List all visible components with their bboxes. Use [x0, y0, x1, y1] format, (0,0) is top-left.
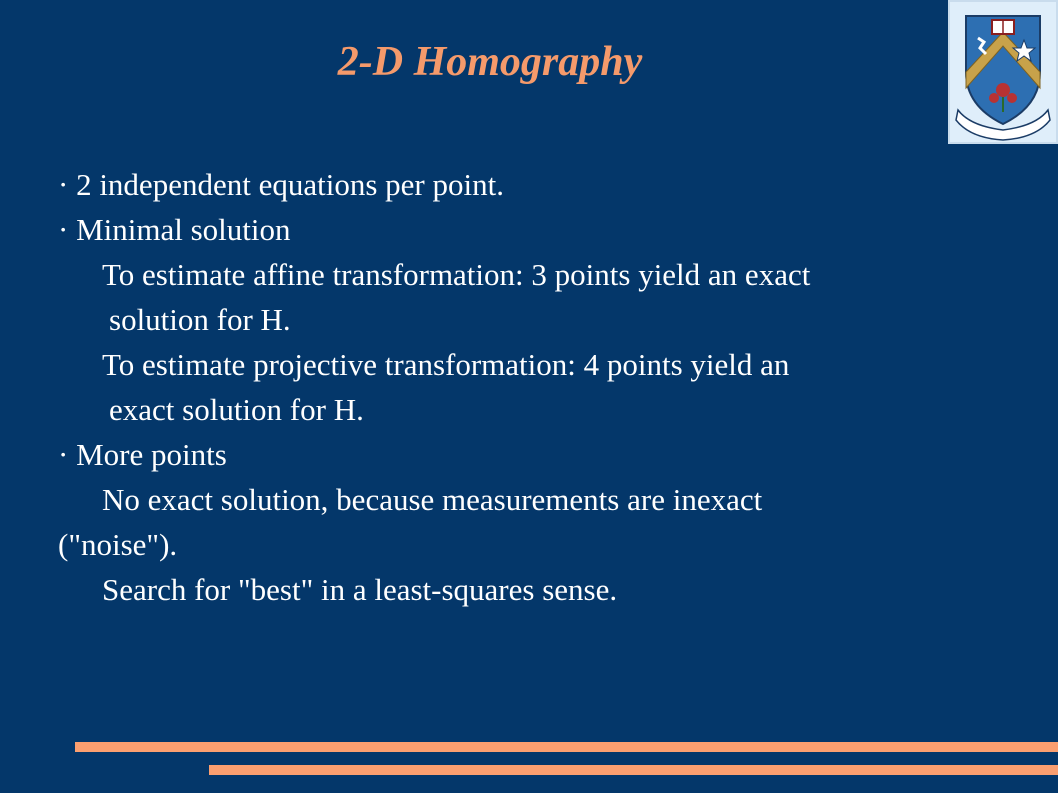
accent-bar-bottom: [209, 765, 1058, 775]
university-crest-icon: [950, 2, 1056, 142]
slide-body: [58, 162, 962, 612]
sub-line-search: Search for "best" in a least-squares sense.: [102, 572, 618, 607]
sub-line-projective: To estimate projective transformation: 4 points yield an: [102, 347, 790, 382]
bullet-line-2: · Minimal solution: [58, 212, 291, 247]
bullet-line-1: · 2 independent equations per point.: [58, 167, 504, 202]
sub-line-projective-cont: exact solution for H.: [109, 392, 364, 427]
accent-bar-top: [75, 742, 1058, 752]
slide-title: 2-D Homography: [337, 39, 643, 85]
university-crest-logo: [948, 0, 1058, 144]
bullet-line-3: · More points: [58, 437, 227, 472]
sub-line-affine-cont: solution for H.: [109, 302, 291, 337]
sub-line-affine: To estimate affine transformation: 3 points yield an exact: [102, 257, 811, 292]
sub-line-no-exact: No exact solution, because measurements are inexact: [102, 482, 763, 517]
sub-line-noise: ("noise").: [58, 527, 178, 562]
